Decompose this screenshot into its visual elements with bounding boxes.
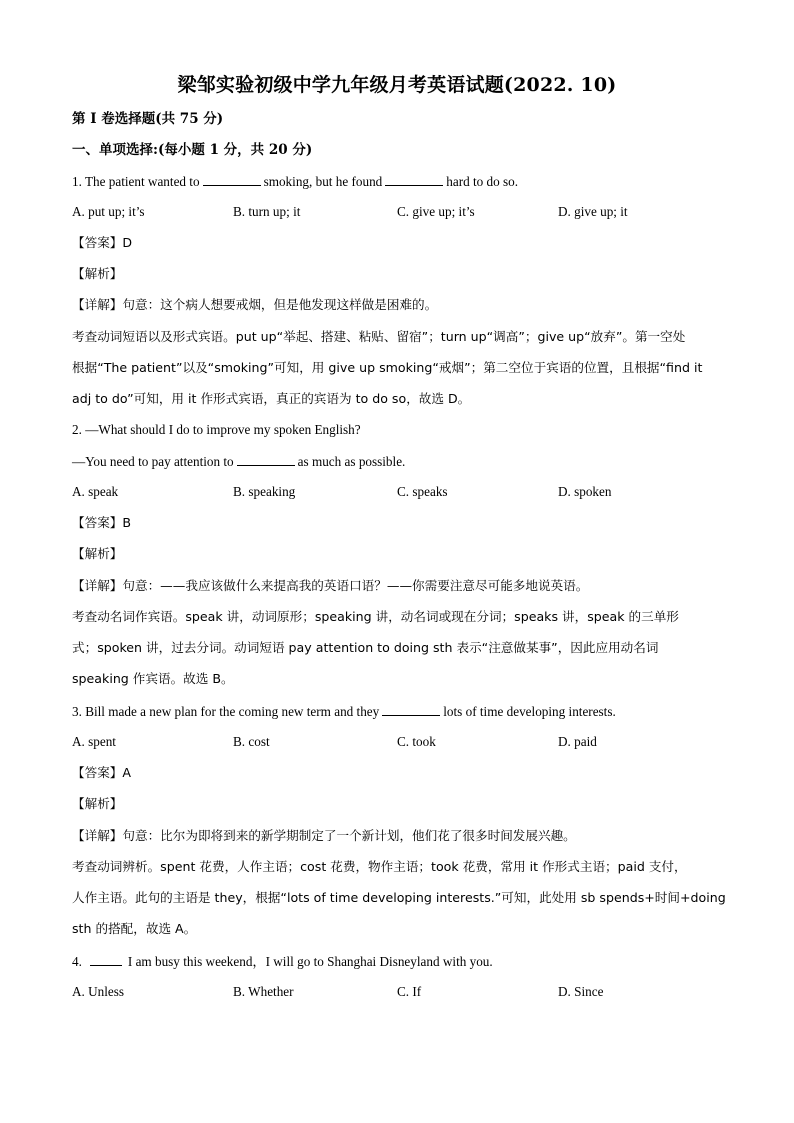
question-3-stem-part-a: 3. Bill made a new plan for the coming new term and they [72, 704, 380, 719]
question-2-option-b: B. speaking [233, 484, 296, 499]
section-heading: 第 I 卷选择题(共 75 分) [72, 111, 224, 127]
answer-blank [90, 952, 122, 966]
page-title: 梁邹实验初级中学九年级月考英语试题(2022. 10) [177, 74, 617, 96]
question-1-analysis-label: 【解析】 [72, 266, 123, 281]
question-1-detail: 【详解】句意：这个病人想要戒烟，但是他发现这样做是困难的。 [72, 297, 438, 312]
question-1-stem-part-b: smoking, but he found [263, 174, 383, 189]
question-2-answer: 【答案】B [72, 515, 132, 530]
question-1-option-b: B. turn up; it [233, 204, 301, 219]
question-3-option-a: A. spent [72, 734, 116, 749]
question-3-analysis-label: 【解析】 [72, 796, 123, 811]
question-2-explanation-line-2: 式；spoken 讲，过去分词。动词短语 pay attention to doing sth 表示“注意做某事”，因此应用动名词 [72, 640, 659, 655]
question-1-answer: 【答案】D [72, 235, 133, 250]
question-3-option-b: B. cost [233, 734, 270, 749]
question-1-option-c: C. give up; it’s [397, 204, 475, 219]
question-2-stem-part-b: as much as possible. [297, 454, 406, 469]
question-1-explanation-line-3: adj to do”可知，用 it 作形式宾语，真正的宾语为 to do so，故选 D。 [72, 391, 471, 406]
question-1-stem-part-c: hard to do so. [446, 174, 519, 189]
answer-blank [385, 172, 443, 186]
question-3-explanation-line-1: 考查动词辨析。spent 花费，人作主语；cost 花费，物作主语；took 花费，常用 it 作形式主语；paid 支付， [72, 859, 687, 874]
part-heading: 一、单项选择:(每小题 1 分，共 20 分) [72, 142, 313, 158]
question-4-option-d: D. Since [558, 984, 604, 999]
question-4-option-a: A. Unless [72, 984, 125, 999]
question-2-option-a: A. speak [72, 484, 119, 499]
question-3-detail: 【详解】句意：比尔为即将到来的新学期制定了一个新计划，他们花了很多时间发展兴趣。 [72, 828, 576, 843]
question-3-option-d: D. paid [558, 734, 597, 749]
question-1-stem [72, 172, 518, 191]
answer-blank [203, 172, 261, 186]
question-2-explanation-line-3: speaking 作宾语。故选 B。 [72, 671, 234, 686]
question-2-explanation-line-1: 考查动名词作宾语。speak 讲，动词原形；speaking 讲，动名词或现在分词；speaks 讲，speak 的三单形 [72, 609, 679, 624]
question-3-option-c: C. took [397, 734, 436, 749]
question-1-option-a: A. put up; it’s [72, 204, 145, 219]
question-4-option-b: B. Whether [233, 984, 294, 999]
question-2-option-c: C. speaks [397, 484, 448, 499]
question-2-detail: 【详解】句意：——我应该做什么来提高我的英语口语？——你需要注意尽可能多地说英语。 [72, 578, 589, 593]
question-3-explanation-line-3: sth 的搭配，故选 A。 [72, 921, 197, 936]
answer-blank [382, 702, 440, 716]
question-1-option-d: D. give up; it [558, 204, 628, 219]
question-3-stem-part-b: lots of time developing interests. [443, 704, 616, 719]
question-2-option-d: D. spoken [558, 484, 612, 499]
question-1-stem-part-a: 1. The patient wanted to [72, 174, 200, 189]
question-2-stem-part-a: —You need to pay attention to [72, 454, 234, 469]
question-2-analysis-label: 【解析】 [72, 546, 123, 561]
question-3-stem [72, 702, 616, 721]
question-2-stem-line-1: 2. —What should I do to improve my spoken English? [72, 422, 361, 437]
question-4-stem-text: I am busy this weekend，I will go to Shanghai Disneyland with you. [127, 954, 493, 969]
answer-blank [237, 452, 295, 466]
question-1-explanation-line-1: 考查动词短语以及形式宾语。put up“举起、搭建、粘贴、留宿”；turn up“调高”；give up“放弃”。第一空处 [72, 329, 686, 344]
question-2-stem-line-2 [72, 452, 405, 471]
question-1-explanation-line-2: 根据“The patient”以及“smoking”可知，用 give up smoking“戒烟”；第二空位于宾语的位置，且根据“find it [72, 360, 703, 375]
question-4-number: 4. [72, 954, 82, 969]
question-3-answer: 【答案】A [72, 765, 131, 780]
question-4-stem [72, 952, 493, 971]
question-3-explanation-line-2: 人作主语。此句的主语是 they，根据“lots of time developing interests.”可知，此处用 sb spends+时间+doing [72, 890, 726, 905]
question-4-option-c: C. If [397, 984, 422, 999]
